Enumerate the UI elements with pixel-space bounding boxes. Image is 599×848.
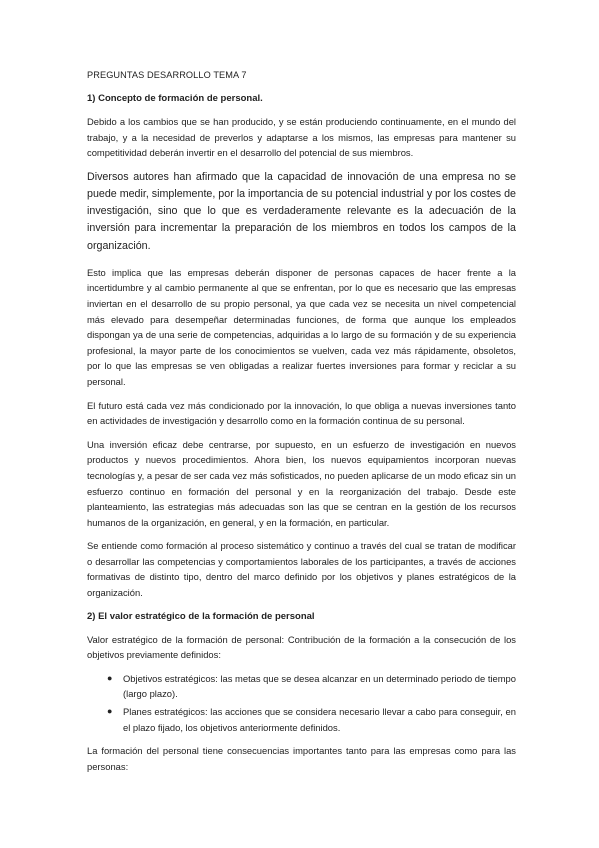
paragraph: El futuro está cada vez más condicionado por la innovación, lo que obliga a nuevas inversiones tanto en actividades de investigación y desarrollo como en la formación continua de su personal. — [87, 399, 516, 427]
list-item — [87, 671, 516, 702]
paragraph: Esto implica que las empresas deberán disponer de personas capaces de hacer frente a la incertidumbre y al cambio permanente al que se enfrentan, por lo que es necesario que las empresas inviertan en el desarrollo de su propio personal, ya que cada vez se necesita un nivel competencial más elevado para desempeñar determinadas funciones, de forma que aunque los empleados dispongan ya de una serie de competencias, adquiridas a lo largo de su formación y de su experiencia profesional, la mayor parte de los conocimientos se vuelven, cada vez más rápidamente, obsoletos, por lo que las empresas se ven obligadas a realizar fuertes inversiones para formar y reciclar a su personal. — [87, 266, 516, 387]
bullet-list — [87, 671, 516, 735]
paragraph: La formación del personal tiene consecuencias importantes tanto para las empresas como para las personas: — [87, 745, 516, 772]
paragraph: Una inversión eficaz debe centrarse, por supuesto, en un esfuerzo de investigación en nuevos productos y nuevos procedimientos. Ahora bien, los nuevos equipamientos incorporan nuevas tecnologías y, a pesar de ser cada vez más sofisticados, no pueden aplicarse de un modo eficaz sin un esfuerzo continuo en formación del personal y en la reorganización del trabajo. Desde este planteamiento, las estrategias más adecuadas son las que se centran en la gestión de los recursos humanos de la organización, en general, y en la formación, en particular. — [87, 438, 516, 528]
list-item-text: Planes estratégicos: las acciones que se considera necesario llevar a cabo para conseguir, en el plazo fijado, los objetivos anteriormente definidos. — [123, 706, 516, 733]
paragraph: Valor estratégico de la formación de personal: Contribución de la formación a la consecución de los objetivos previamente definidos: — [87, 633, 516, 661]
paragraph: Se entiende como formación al proceso sistemático y continuo a través del cual se tratan de modificar o desarrollar las competencias y comportamientos laborales de los participantes, a través de acciones formativas de distinto tipo, dentro del marco definido por los objetivos y planes estratégicos de la organización. — [87, 540, 516, 599]
document-title: PREGUNTAS DESARROLLO TEMA 7 — [87, 70, 247, 80]
paragraph-large: Diversos autores han afirmado que la capacidad de innovación de una empresa no se puede medir, simplemente, por la importancia de su potencial industrial y por los costes de investigación, sino que lo que es verdaderamente relevante es la adecuación de la inversión para incrementar la preparación de los miembros en todos los campos de la organización. — [87, 170, 516, 252]
paragraph: Debido a los cambios que se han producido, y se están produciendo continuamente, en el mundo del trabajo, y a la necesidad de preverlos y adaptarse a los mismos, las empresas para mantener su competitividad deberán invertir en el desarrollo del potencial de sus miembros. — [87, 116, 516, 159]
list-item-text: Objetivos estratégicos: las metas que se desea alcanzar en un determinado periodo de tiempo (largo plazo). — [123, 672, 516, 700]
section-2-heading: 2) El valor estratégico de la formación de personal — [87, 610, 315, 622]
section-1-heading: 1) Concepto de formación de personal. — [87, 93, 263, 104]
bullet-icon: ● — [107, 706, 113, 717]
list-item — [87, 704, 516, 735]
bullet-icon: ● — [107, 672, 113, 683]
